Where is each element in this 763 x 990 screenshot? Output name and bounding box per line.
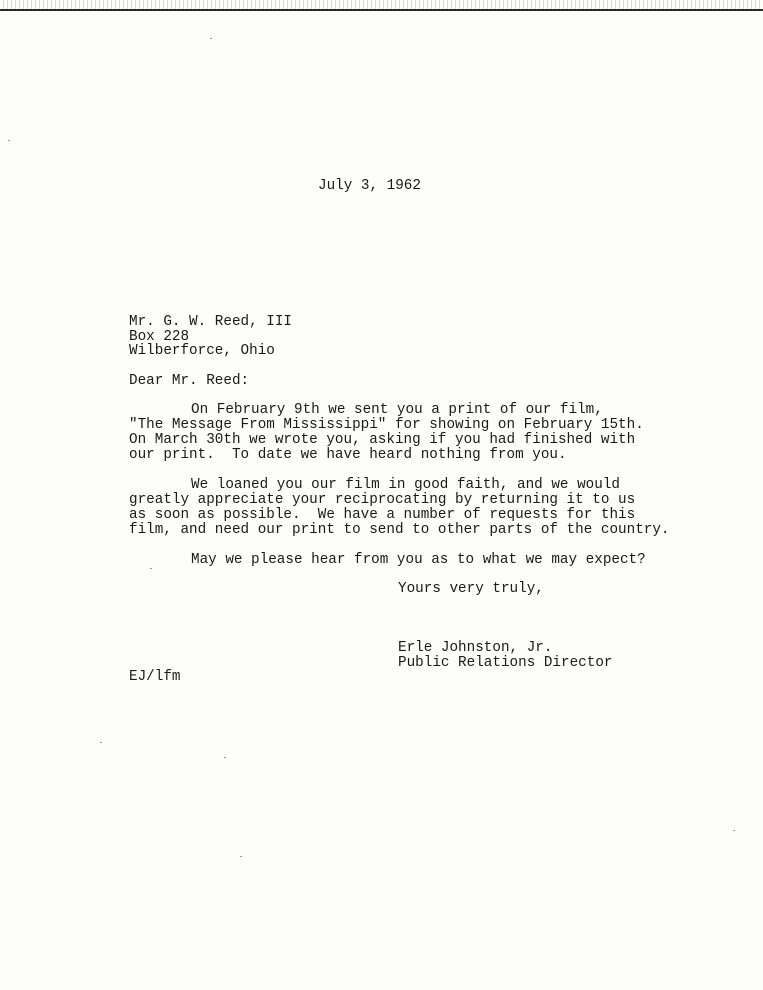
paragraph-2-line: as soon as possible. We have a number of requests for this	[129, 507, 636, 523]
paragraph-2-line: greatly appreciate your reciprocating by returning it to us	[129, 492, 636, 508]
recipient-name: Mr. G. W. Reed, III	[129, 314, 293, 330]
paragraph-1-line: On March 30th we wrote you, asking if you had finished with	[129, 432, 636, 448]
salutation: Dear Mr. Reed:	[129, 373, 250, 389]
paragraph-2-line: We loaned you our film in good faith, and we would	[191, 477, 620, 493]
recipient-address-line2: Wilberforce, Ohio	[129, 343, 275, 359]
letter-date: July 3, 1962	[318, 178, 421, 194]
paragraph-2-line: film, and need our print to send to other parts of the country.	[129, 522, 670, 538]
paper-speck	[224, 757, 226, 758]
page-top-edge	[0, 0, 763, 11]
paper-speck	[100, 742, 102, 743]
recipient-address-line1: Box 228	[129, 329, 190, 345]
paper-speck	[8, 140, 10, 141]
signer-name: Erle Johnston, Jr.	[398, 640, 553, 656]
paper-speck	[240, 856, 242, 857]
paper-speck	[150, 568, 152, 569]
paragraph-1-line: our print. To date we have heard nothing from you.	[129, 447, 567, 463]
paper-speck	[733, 830, 735, 831]
signer-title: Public Relations Director	[398, 655, 613, 671]
paragraph-1-line: "The Message From Mississippi" for showing on February 15th.	[129, 417, 644, 433]
reference-initials: EJ/lfm	[129, 669, 181, 685]
paper-speck	[210, 38, 212, 39]
body-paragraph-3: May we please hear from you as to what we may expect?	[191, 552, 646, 568]
complimentary-closing: Yours very truly,	[398, 581, 544, 597]
paragraph-1-line: On February 9th we sent you a print of our film,	[191, 402, 603, 418]
